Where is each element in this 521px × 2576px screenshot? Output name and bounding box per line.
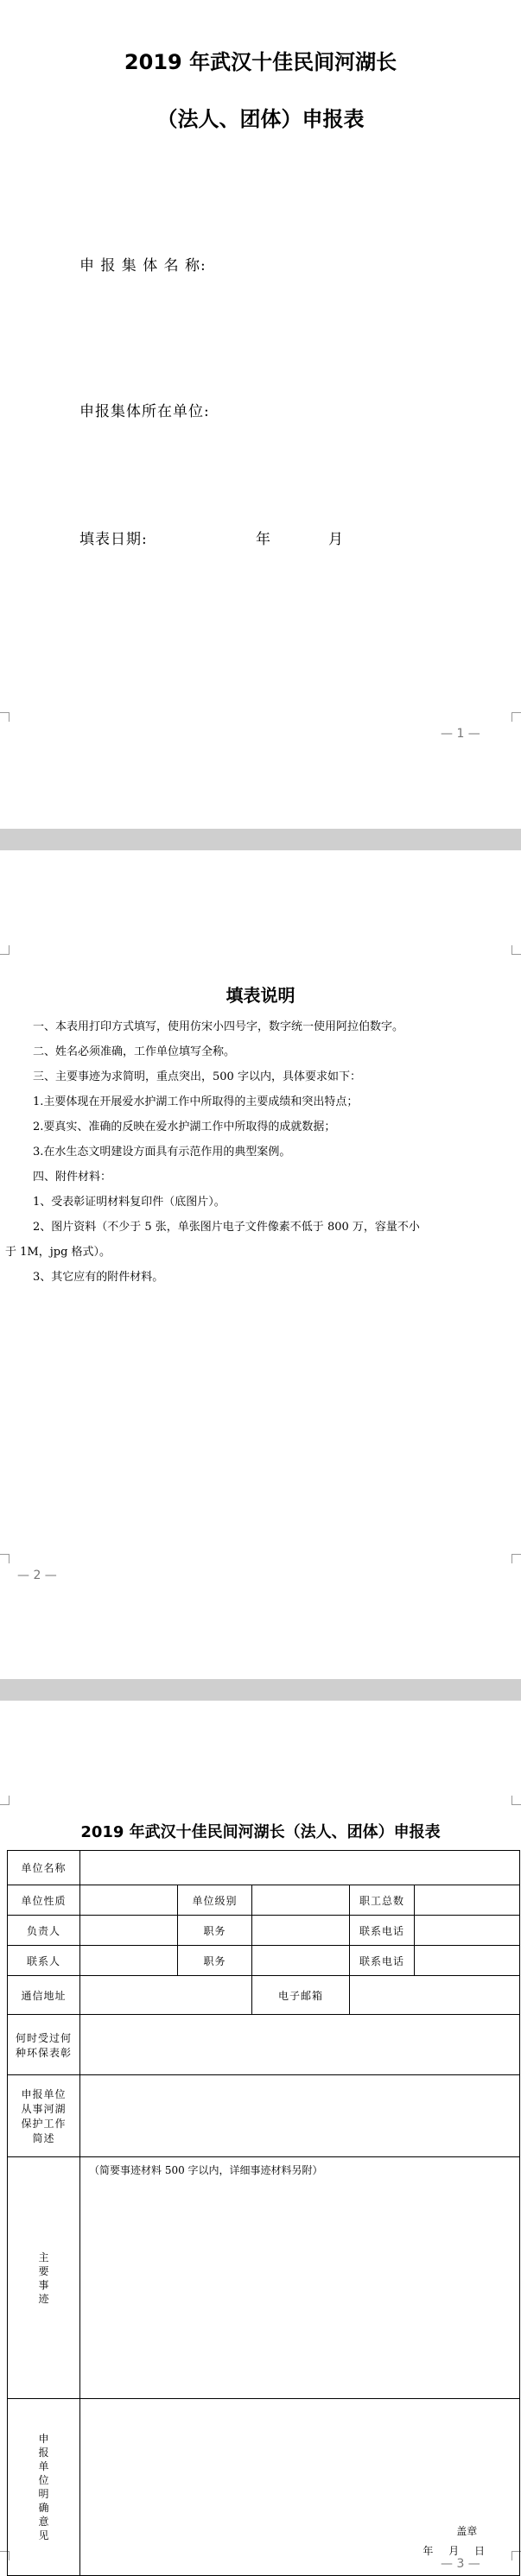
main-deeds-hint: （简要事迹材料 500 字以内，详细事迹材料另附） bbox=[89, 2164, 323, 2176]
contact-phone-label: 联系电话 bbox=[350, 1946, 415, 1976]
page-gap bbox=[0, 1679, 521, 1701]
instruction-line: 1、受表彰证明材料复印件（底图片）。 bbox=[33, 1196, 226, 1209]
position-label: 职务 bbox=[178, 1946, 252, 1976]
corner-mark bbox=[511, 1554, 521, 1563]
unit-level-field[interactable] bbox=[252, 1885, 350, 1916]
instruction-line: 3.在水生态文明建设方面具有示范作用的典型案例。 bbox=[33, 1146, 291, 1159]
instruction-line: 一、本表用打印方式填写，使用仿宋小四号字，数字统一使用阿拉伯数字。 bbox=[33, 1020, 404, 1033]
unit-nature-field[interactable] bbox=[80, 1885, 178, 1916]
staff-total-label: 职工总数 bbox=[350, 1885, 415, 1916]
instruction-line: 四、附件材料： bbox=[33, 1171, 112, 1184]
work-desc-field[interactable] bbox=[80, 2075, 520, 2157]
page-number: — 3 — bbox=[441, 2557, 480, 2571]
page-number: — 2 — bbox=[17, 1569, 57, 1582]
date-month-label: 月 bbox=[328, 531, 344, 548]
corner-mark bbox=[0, 945, 10, 955]
email-label: 电子邮箱 bbox=[252, 1976, 350, 2015]
page-gap bbox=[0, 829, 521, 850]
instruction-line: 于 1M，jpg 格式）。 bbox=[5, 1246, 111, 1259]
date-label: 填表日期: bbox=[79, 531, 148, 548]
instructions-title: 填表说明 bbox=[226, 985, 295, 1006]
opinion-label: 申报单位明确意见 bbox=[8, 2399, 80, 2576]
person-in-charge-label: 负责人 bbox=[8, 1916, 80, 1946]
unit-name-field[interactable] bbox=[80, 1851, 520, 1885]
unit-nature-label: 单位性质 bbox=[8, 1885, 80, 1916]
date-line: 年 月 日 bbox=[423, 2545, 486, 2557]
opinion-field[interactable] bbox=[80, 2399, 520, 2576]
corner-mark bbox=[0, 1554, 10, 1563]
page-title-line1: 2019 年武汉十佳民间河湖长 bbox=[124, 50, 397, 74]
corner-mark bbox=[511, 712, 521, 722]
instruction-line: 三、主要事迹为求简明，重点突出，500 字以内，具体要求如下： bbox=[33, 1070, 361, 1083]
page-number: — 1 — bbox=[441, 727, 480, 741]
instruction-line: 2、图片资料（不少于 5 张，单张图片电子文件像素不低于 800 万，容量不小 bbox=[33, 1221, 420, 1234]
awards-field[interactable] bbox=[80, 2015, 520, 2075]
address-field[interactable] bbox=[80, 1976, 252, 2015]
application-form-table bbox=[7, 1850, 520, 2576]
main-deeds-label: 主要事迹 bbox=[8, 2157, 80, 2399]
contact-person-field[interactable] bbox=[80, 1946, 178, 1976]
awards-label: 何时受过何种环保表彰 bbox=[8, 2015, 80, 2075]
unit-level-label: 单位级别 bbox=[178, 1885, 252, 1916]
date-year-label: 年 bbox=[256, 531, 271, 548]
form-title: 2019 年武汉十佳民间河湖长（法人、团体）申报表 bbox=[80, 1823, 441, 1841]
email-field[interactable] bbox=[350, 1976, 520, 2015]
corner-mark bbox=[511, 945, 521, 955]
address-label: 通信地址 bbox=[8, 1976, 80, 2015]
seal-label: 盖章 bbox=[456, 2525, 478, 2537]
staff-total-field[interactable] bbox=[415, 1885, 520, 1916]
instruction-line: 1.主要体现在开展爱水护湖工作中所取得的主要成绩和突出特点； bbox=[33, 1095, 359, 1108]
person-in-charge-field[interactable] bbox=[80, 1916, 178, 1946]
corner-mark bbox=[0, 712, 10, 722]
position-label: 职务 bbox=[178, 1916, 252, 1946]
corner-mark bbox=[0, 1796, 10, 1805]
instruction-line: 3、其它应有的附件材料。 bbox=[33, 1271, 164, 1284]
contact-phone-field[interactable] bbox=[415, 1916, 520, 1946]
contact-phone-label: 联系电话 bbox=[350, 1916, 415, 1946]
instruction-line: 二、姓名必须准确，工作单位填写全称。 bbox=[33, 1045, 236, 1058]
collective-name-label: 申 报 集 体 名 称: bbox=[79, 257, 206, 275]
position-field[interactable] bbox=[252, 1916, 350, 1946]
contact-person-label: 联系人 bbox=[8, 1946, 80, 1976]
page-2 bbox=[0, 850, 521, 1679]
position-field[interactable] bbox=[252, 1946, 350, 1976]
unit-label: 申报集体所在单位: bbox=[79, 403, 210, 420]
corner-mark bbox=[511, 1796, 521, 1805]
unit-name-label: 单位名称 bbox=[8, 1851, 80, 1885]
main-deeds-field[interactable] bbox=[80, 2157, 520, 2399]
page-1 bbox=[0, 0, 521, 829]
page-title-line2: （法人、团体）申报表 bbox=[156, 107, 365, 131]
contact-phone-field[interactable] bbox=[415, 1946, 520, 1976]
work-desc-label: 申报单位从事河湖保护工作简述 bbox=[8, 2075, 80, 2157]
instruction-line: 2.要真实、准确的反映在爱水护湖工作中所取得的成就数据； bbox=[33, 1121, 336, 1133]
